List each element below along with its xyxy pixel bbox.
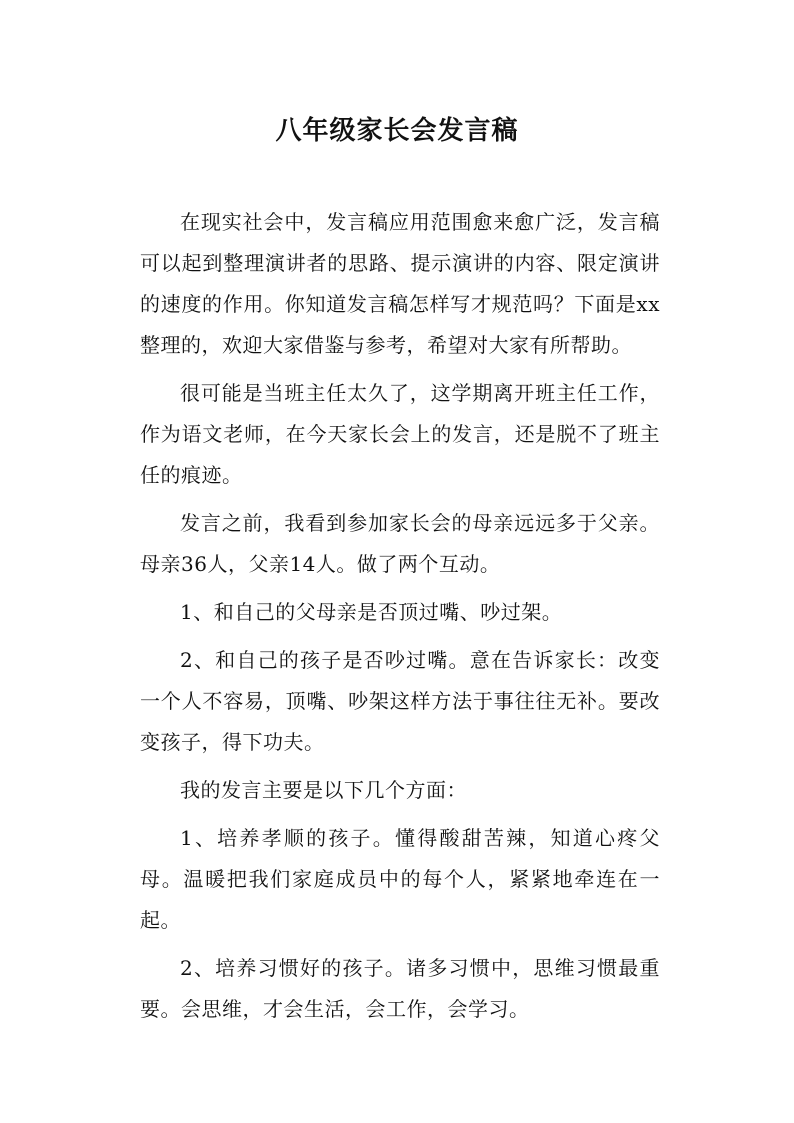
document-title: 八年级家长会发言稿 [275,116,519,146]
paragraph-head-teacher: 很可能是当班主任太久了，这学期离开班主任工作，作为语文老师，在今天家长会上的发言，还是脱不了班主任的痕迹。 [140,381,660,487]
paragraph-intro: 在现实社会中，发言稿应用范围愈来愈广泛，发言稿可以起到整理演讲者的思路、提示演讲的内容、限定演讲的速度的作用。你知道发言稿怎样写才规范吗？下面是xx整理的，欢迎大家借鉴与参考，希望对大家有所帮助。 [140,210,660,357]
paragraph-interaction-1: 1、和自己的父母亲是否顶过嘴、吵过架。 [180,600,563,624]
paragraph-outline: 我的发言主要是以下几个方面： [180,778,467,802]
paragraph-point-2: 2、培养习惯好的孩子。诸多习惯中，思维习惯最重要。会思维，才会生活，会工作，会学习。 [140,956,660,1021]
paragraph-interaction-2: 2、和自己的孩子是否吵过嘴。意在告诉家长：改变一个人不容易，顶嘴、吵架这样方法于事往往无补。要改变孩子，得下功夫。 [140,648,660,754]
paragraph-attendance: 发言之前，我看到参加家长会的母亲远远多于父亲。母亲36人，父亲14人。做了两个互动。 [140,511,660,576]
paragraph-point-1: 1、培养孝顺的孩子。懂得酸甜苦辣，知道心疼父母。温暖把我们家庭成员中的每个人，紧紧地牵连在一起。 [140,826,660,932]
document-body [140,202,660,1037]
